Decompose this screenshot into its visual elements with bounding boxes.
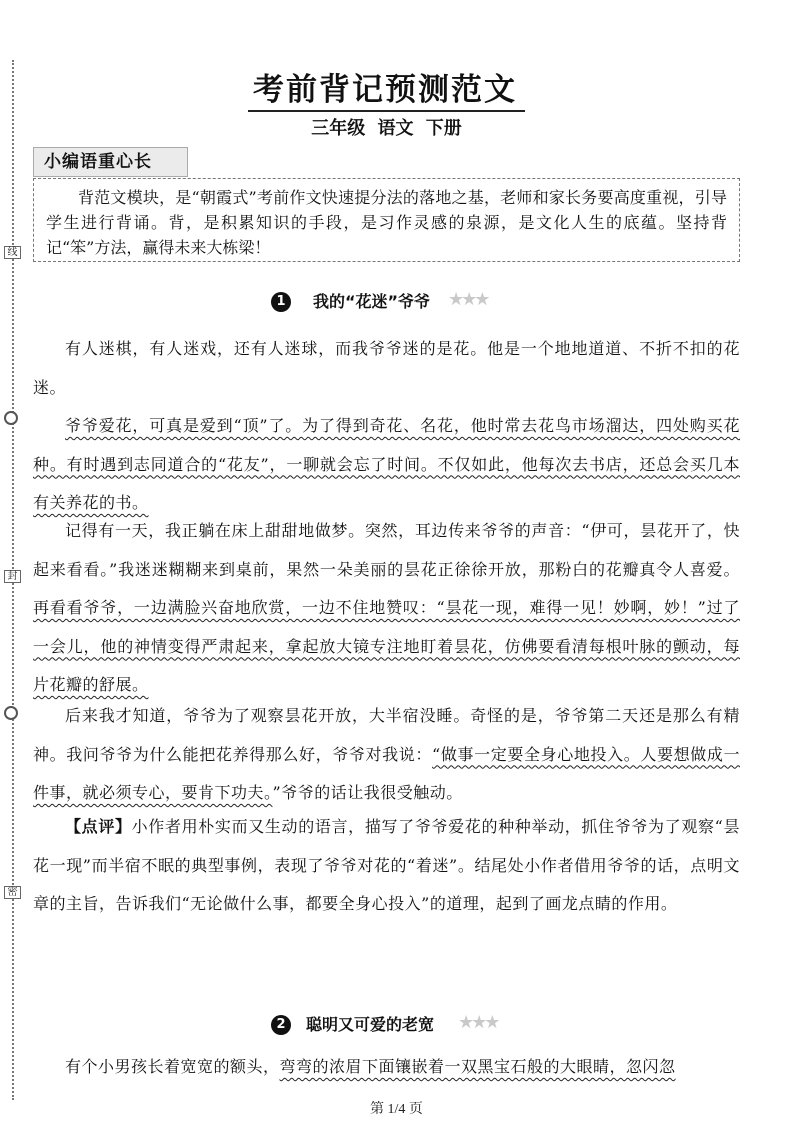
intro-box: 背范文模块，是“朝霞式”考前作文快速提分法的落地之基，老师和家长务要高度重视，引导学生进行背诵。背，是积累知识的手段，是习作灵感的泉源，是文化人生的底蕴。坚持背记“笨”方法，赢得未来大栋梁！ bbox=[33, 178, 740, 262]
essay1-p4-plain: 后来我才知道，爷爷为了观察昙花开放，大半宿没睡。奇怪的是，爷爷第二天还是那么有精神。我问爷爷为什么能把花养得那么好，爷爷对我说： bbox=[33, 706, 740, 764]
essay1-p3-marked: 再看看爷爷，一边满脸兴奋地欣赏，一边不住地赞叹：“昙花一现，难得一见！妙啊，妙！”过了一会儿，他的神情变得严肃起来，拿起放大镜专注地盯着昙花，仿佛要看清每根叶脉的颤动，每片花瓣的舒展。 bbox=[33, 598, 740, 694]
binding-label-seal: 封 bbox=[4, 570, 21, 583]
stars-icon: ★★★ bbox=[448, 289, 488, 310]
editor-note-tag: 小编语重心长 bbox=[33, 147, 188, 177]
essay2-title: 聪明又可爱的老宽 bbox=[306, 1015, 435, 1034]
essay2-number: 2 bbox=[271, 1015, 291, 1035]
page-title: 考前背记预测范文 bbox=[253, 72, 517, 108]
essay1-p2-marked: 爷爷爱花，可真是爱到“顶”了。为了得到奇花、名花，他时常去花鸟市场溜达，四处购买花种。有时遇到志同道合的“花友”，一聊就会忘了时间。不仅如此，他每次去书店，还总会买几本有关养花的书。 bbox=[33, 416, 740, 512]
essay1-paragraph-2 bbox=[33, 407, 740, 523]
binding-label-secret: 密 bbox=[4, 886, 21, 899]
comment-tag: 【点评】 bbox=[65, 817, 132, 836]
essay1-paragraph-3 bbox=[33, 512, 740, 705]
essay2-heading bbox=[0, 1010, 793, 1040]
essay2-p1-marked: 弯弯的浓眉下面镶嵌着一双黑宝石般的大眼睛，忽闪忽 bbox=[279, 1057, 676, 1076]
essay1-paragraph-1: 有人迷棋，有人迷戏，还有人迷球，而我爷爷迷的是花。他是一个地地道道、不折不扣的花迷。 bbox=[33, 339, 740, 397]
essay1-p3-plain: 记得有一天，我正躺在床上甜甜地做梦。突然，耳边传来爷爷的声音：“伊可，昙花开了，快起来看看。”我迷迷糊糊来到桌前，果然一朵美丽的昙花正徐徐开放，那粉白的花瓣真令人喜爱。 bbox=[33, 521, 740, 579]
essay1-p4-marked: “做事一定要全身心地投入。人要想做成一件事，就必须专心，要肯下功夫。 bbox=[33, 744, 740, 802]
binding-label-line: 线 bbox=[4, 246, 21, 259]
comment-text: 小作者用朴实而又生动的语言，描写了爷爷爱花的种种举动，抓住爷爷为了观察“昙花一现”而半宿不眠的典型事例，表现了爷爷对花的“着迷”。结尾处小作者借用爷爷的话，点明文章的主旨，告诉我们“无论做什么事，都要全身心投入”的道理，起到了画龙点睛的作用。 bbox=[33, 817, 740, 913]
essay2-p1-plain: 有个小男孩长着宽宽的额头， bbox=[65, 1057, 280, 1076]
binding-ring bbox=[4, 706, 18, 720]
essay1-comment bbox=[33, 808, 740, 924]
page-subtitle: 三年级 语文 下册 bbox=[311, 118, 462, 139]
page-number: 第 1/4 页 bbox=[370, 1102, 423, 1117]
essay1-p4-end: ”爷爷的话让我很受触动。 bbox=[272, 783, 463, 802]
stars-icon: ★★★ bbox=[458, 1012, 498, 1033]
essay1-paragraph-4 bbox=[33, 697, 740, 813]
essay1-number: 1 bbox=[271, 292, 291, 312]
title-underline bbox=[248, 110, 525, 112]
essay1-heading bbox=[0, 287, 793, 317]
essay1-title: 我的“花迷”爷爷 bbox=[313, 292, 431, 311]
binding-ring bbox=[4, 411, 18, 425]
essay2-paragraph-1 bbox=[33, 1048, 740, 1088]
